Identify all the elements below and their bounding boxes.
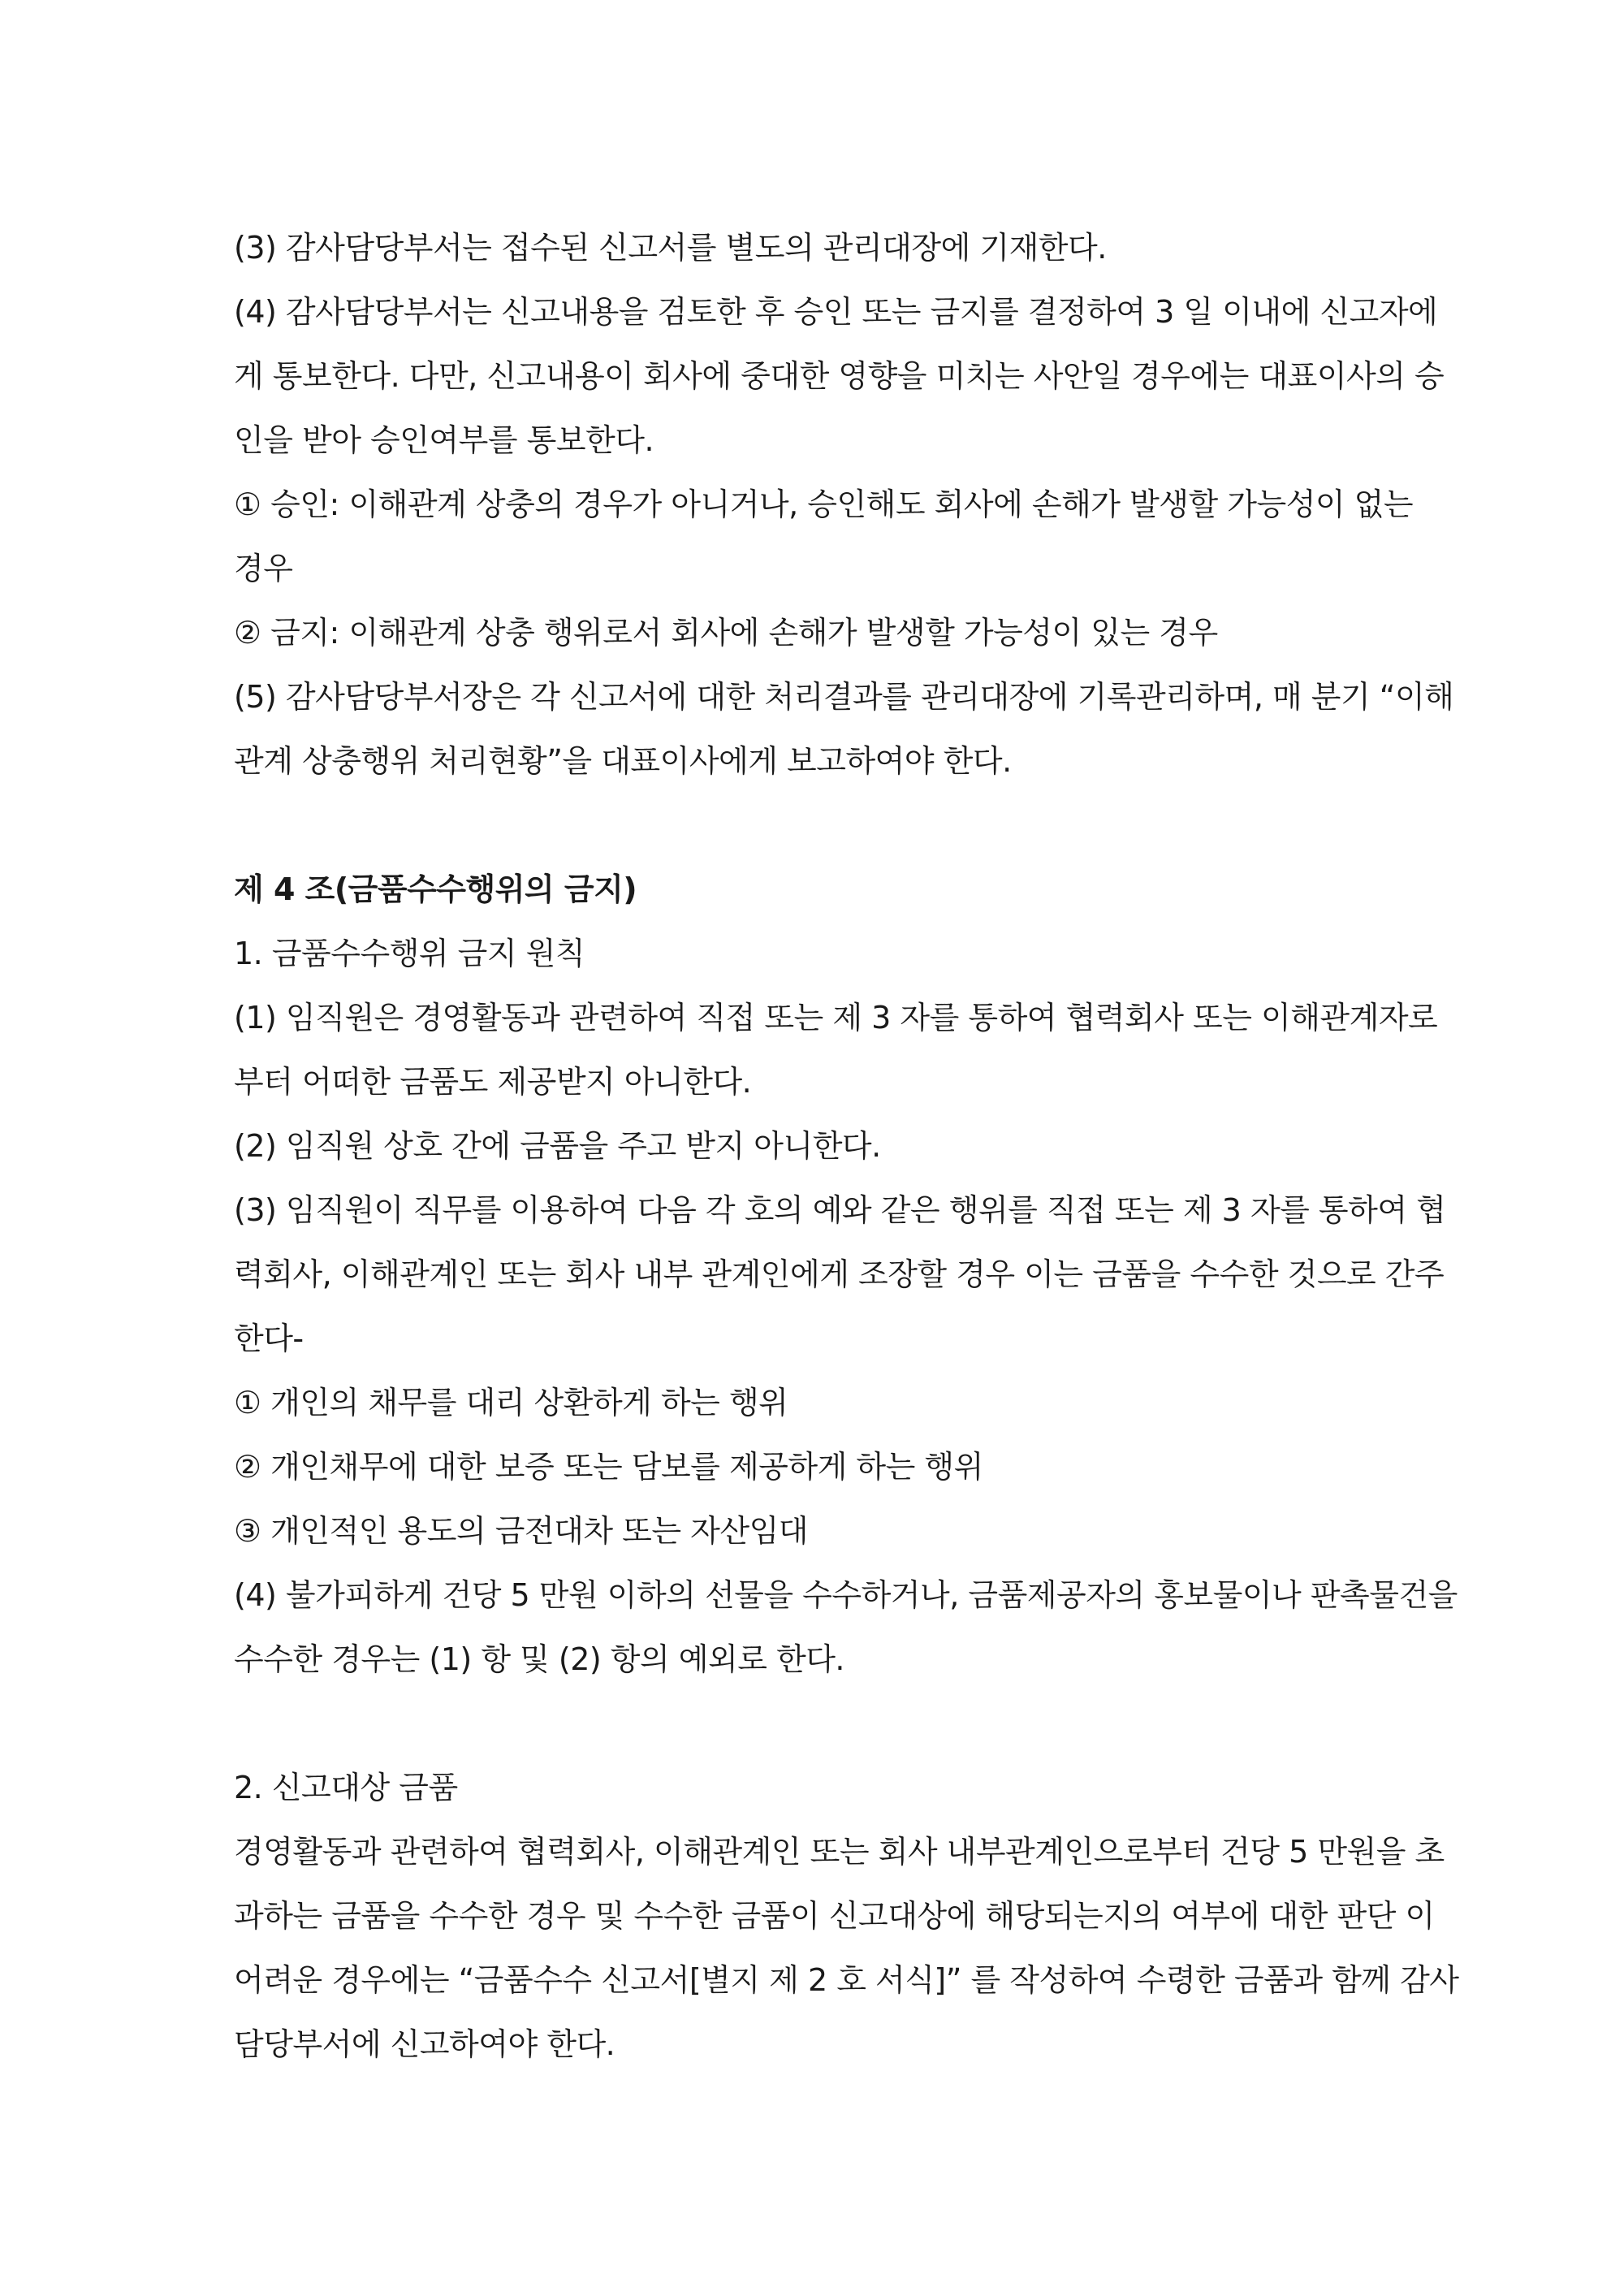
- paragraph-line: 과하는 금품을 수수한 경우 및 수수한 금품이 신고대상에 해당되는지의 여부에 대한 판단 이: [234, 1898, 1435, 1934]
- paragraph-line: (4) 불가피하게 건당 5 만원 이하의 선물을 수수하거나, 금품제공자의 홍보물이나 판촉물건을: [234, 1577, 1458, 1613]
- list-item-line: ① 개인의 채무를 대리 상환하게 하는 행위: [234, 1385, 788, 1420]
- paragraph-line: 경영활동과 관련하여 협력회사, 이해관계인 또는 회사 내부관계인으로부터 건당 5 만원을 초: [234, 1834, 1445, 1870]
- paragraph-line: 관계 상충행위 처리현황”을 대표이사에게 보고하여야 한다.: [234, 743, 1012, 779]
- paragraph-line: (3) 감사담당부서는 접수된 신고서를 별도의 관리대장에 기재한다.: [234, 230, 1107, 266]
- paragraph-line: (4) 감사담당부서는 신고내용을 검토한 후 승인 또는 금지를 결정하여 3 일 이내에 신고자에: [234, 294, 1438, 330]
- section-heading: 2. 신고대상 금품: [234, 1770, 458, 1805]
- paragraph-line: 담당부서에 신고하여야 한다.: [234, 2026, 615, 2062]
- section-gap: [234, 793, 1549, 858]
- paragraph-line: 인을 받아 승인여부를 통보한다.: [234, 422, 654, 458]
- section-gap: [234, 1692, 1549, 1756]
- list-item-line: ① 승인: 이해관계 상충의 경우가 아니거나, 승인해도 회사에 손해가 발생할 가능성이 없는: [234, 486, 1414, 522]
- list-item-line: ② 금지: 이해관계 상충 행위로서 회사에 손해가 발생할 가능성이 있는 경우: [234, 615, 1218, 651]
- article-heading: 제 4 조(금품수수행위의 금지): [234, 871, 637, 907]
- paragraph-line: 어려운 경우에는 “금품수수 신고서[별지 제 2 호 서식]” 를 작성하여 수령한 금품과 함께 감사: [234, 1962, 1459, 1998]
- list-item-line: ② 개인채무에 대한 보증 또는 담보를 제공하게 하는 행위: [234, 1449, 983, 1485]
- list-item-line: ③ 개인적인 용도의 금전대차 또는 자산임대: [234, 1513, 808, 1549]
- paragraph-line: (3) 임직원이 직무를 이용하여 다음 각 호의 예와 같은 행위를 직접 또는 제 3 자를 통하여 협: [234, 1192, 1446, 1228]
- list-item-line: 경우: [234, 551, 293, 586]
- paragraph-line: (5) 감사담당부서장은 각 신고서에 대한 처리결과를 관리대장에 기록관리하며, 매 분기 “이해: [234, 679, 1454, 715]
- paragraph-line: 력회사, 이해관계인 또는 회사 내부 관계인에게 조장할 경우 이는 금품을 수수한 것으로 간주: [234, 1256, 1445, 1292]
- paragraph-line: 한다-: [234, 1321, 304, 1356]
- paragraph-line: (2) 임직원 상호 간에 금품을 주고 받지 아니한다.: [234, 1128, 881, 1164]
- section-heading: 1. 금품수수행위 금지 원칙: [234, 936, 585, 971]
- paragraph-line: 수수한 경우는 (1) 항 및 (2) 항의 예외로 한다.: [234, 1641, 844, 1677]
- document-body: [234, 216, 1549, 2077]
- paragraph-line: 부터 어떠한 금품도 제공받지 아니한다.: [234, 1064, 752, 1100]
- paragraph-line: (1) 임직원은 경영활동과 관련하여 직접 또는 제 3 자를 통하여 협력회사 또는 이해관계자로: [234, 1000, 1438, 1036]
- paragraph-line: 게 통보한다. 다만, 신고내용이 회사에 중대한 영향을 미치는 사안일 경우에는 대표이사의 승: [234, 358, 1445, 394]
